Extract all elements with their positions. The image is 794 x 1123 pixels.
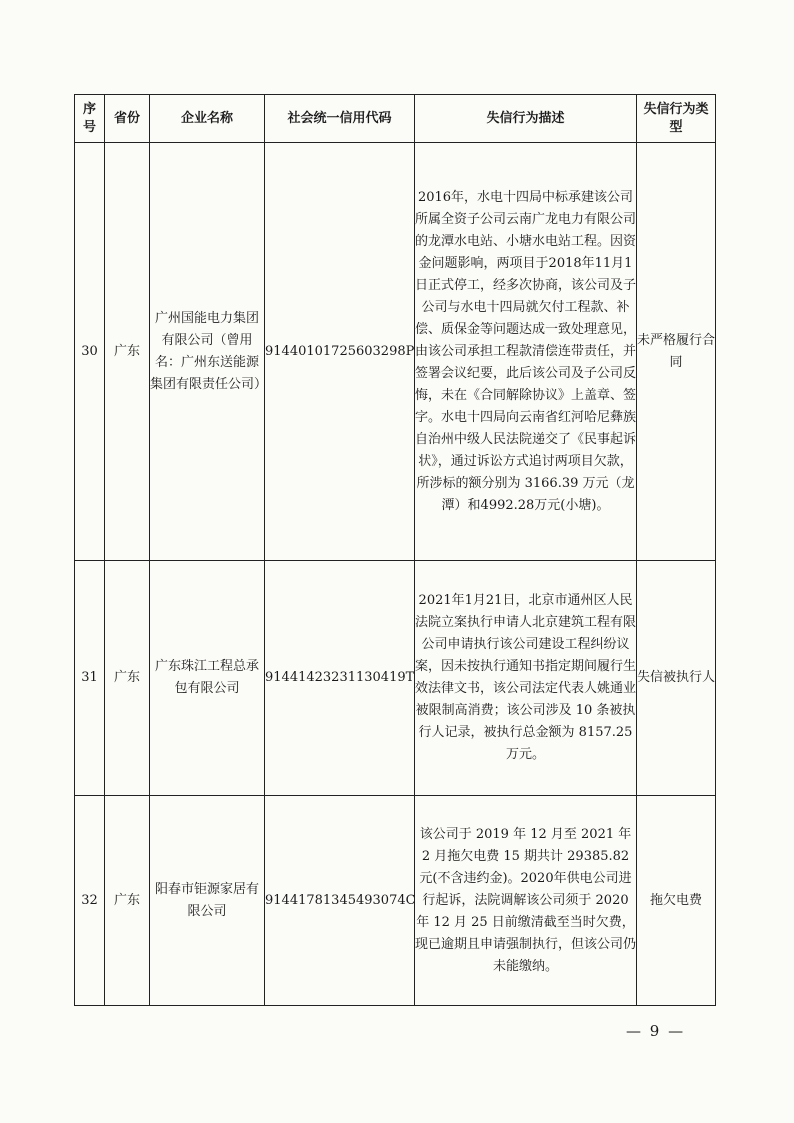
row-code: 91440101725603298P bbox=[265, 143, 415, 561]
row-desc: 2021年1月21日，北京市通州区人民法院立案执行申请人北京建筑工程有限公司申请执行该公司建设工程纠纷议案，因未按执行通知书指定期间履行生效法律文书，该公司法定代表人姚通业被限制高消费；该公司涉及 10 条被执行人记录，被执行总金额为 8157.25 万元。 bbox=[415, 561, 637, 796]
row-no: 30 bbox=[75, 143, 105, 561]
row-company: 阳春市钜源家居有限公司 bbox=[150, 796, 265, 1006]
credit-table bbox=[74, 94, 716, 1006]
header-company: 企业名称 bbox=[150, 95, 265, 143]
header-no: 序号 bbox=[75, 95, 105, 143]
row-desc: 2016年，水电十四局中标承建该公司所属全资子公司云南广龙电力有限公司的龙潭水电站、小塘水电站工程。因资金问题影响，两项目于2018年11月1日正式停工，经多次协商，该公司及子公司与水电十四局就欠付工程款、补偿、质保金等问题达成一致处理意见，由该公司承担工程款清偿连带责任，并签署会议纪要，此后该公司及子公司反悔，未在《合同解除协议》上盖章、签字。水电十四局向云南省红河哈尼彝族自治州中级人民法院递交了《民事起诉状》，通过诉讼方式追讨两项目欠款，所涉标的额分别为 3166.39 万元（龙潭）和4992.28万元(小塘)。 bbox=[415, 143, 637, 561]
page-number: — 9 — bbox=[626, 1022, 686, 1040]
row-no: 31 bbox=[75, 561, 105, 796]
row-type: 失信被执行人 bbox=[637, 561, 716, 796]
row-company: 广州国能电力集团有限公司（曾用名：广州东送能源集团有限责任公司） bbox=[150, 143, 265, 561]
row-no: 32 bbox=[75, 796, 105, 1006]
table-header-row bbox=[75, 95, 716, 143]
row-code: 91441781345493074C bbox=[265, 796, 415, 1006]
row-company: 广东珠江工程总承包有限公司 bbox=[150, 561, 265, 796]
header-province: 省份 bbox=[105, 95, 150, 143]
header-desc: 失信行为描述 bbox=[415, 95, 637, 143]
row-province: 广东 bbox=[105, 143, 150, 561]
row-province: 广东 bbox=[105, 796, 150, 1006]
row-type: 拖欠电费 bbox=[637, 796, 716, 1006]
row-province: 广东 bbox=[105, 561, 150, 796]
row-desc: 该公司于 2019 年 12 月至 2021 年 2 月拖欠电费 15 期共计 29385.82 元(不含违约金)。2020年供电公司进行起诉，法院调解该公司须于 2020 年 12 月 25 日前缴清截至当时欠费，现已逾期且申请强制执行，但该公司仍未能缴纳。 bbox=[415, 796, 637, 1006]
row-code: 91441423231130419T bbox=[265, 561, 415, 796]
header-type: 失信行为类型 bbox=[637, 95, 716, 143]
table-row bbox=[75, 796, 716, 1006]
table-row bbox=[75, 561, 716, 796]
row-type: 未严格履行合同 bbox=[637, 143, 716, 561]
table-row bbox=[75, 143, 716, 561]
header-code: 社会统一信用代码 bbox=[265, 95, 415, 143]
